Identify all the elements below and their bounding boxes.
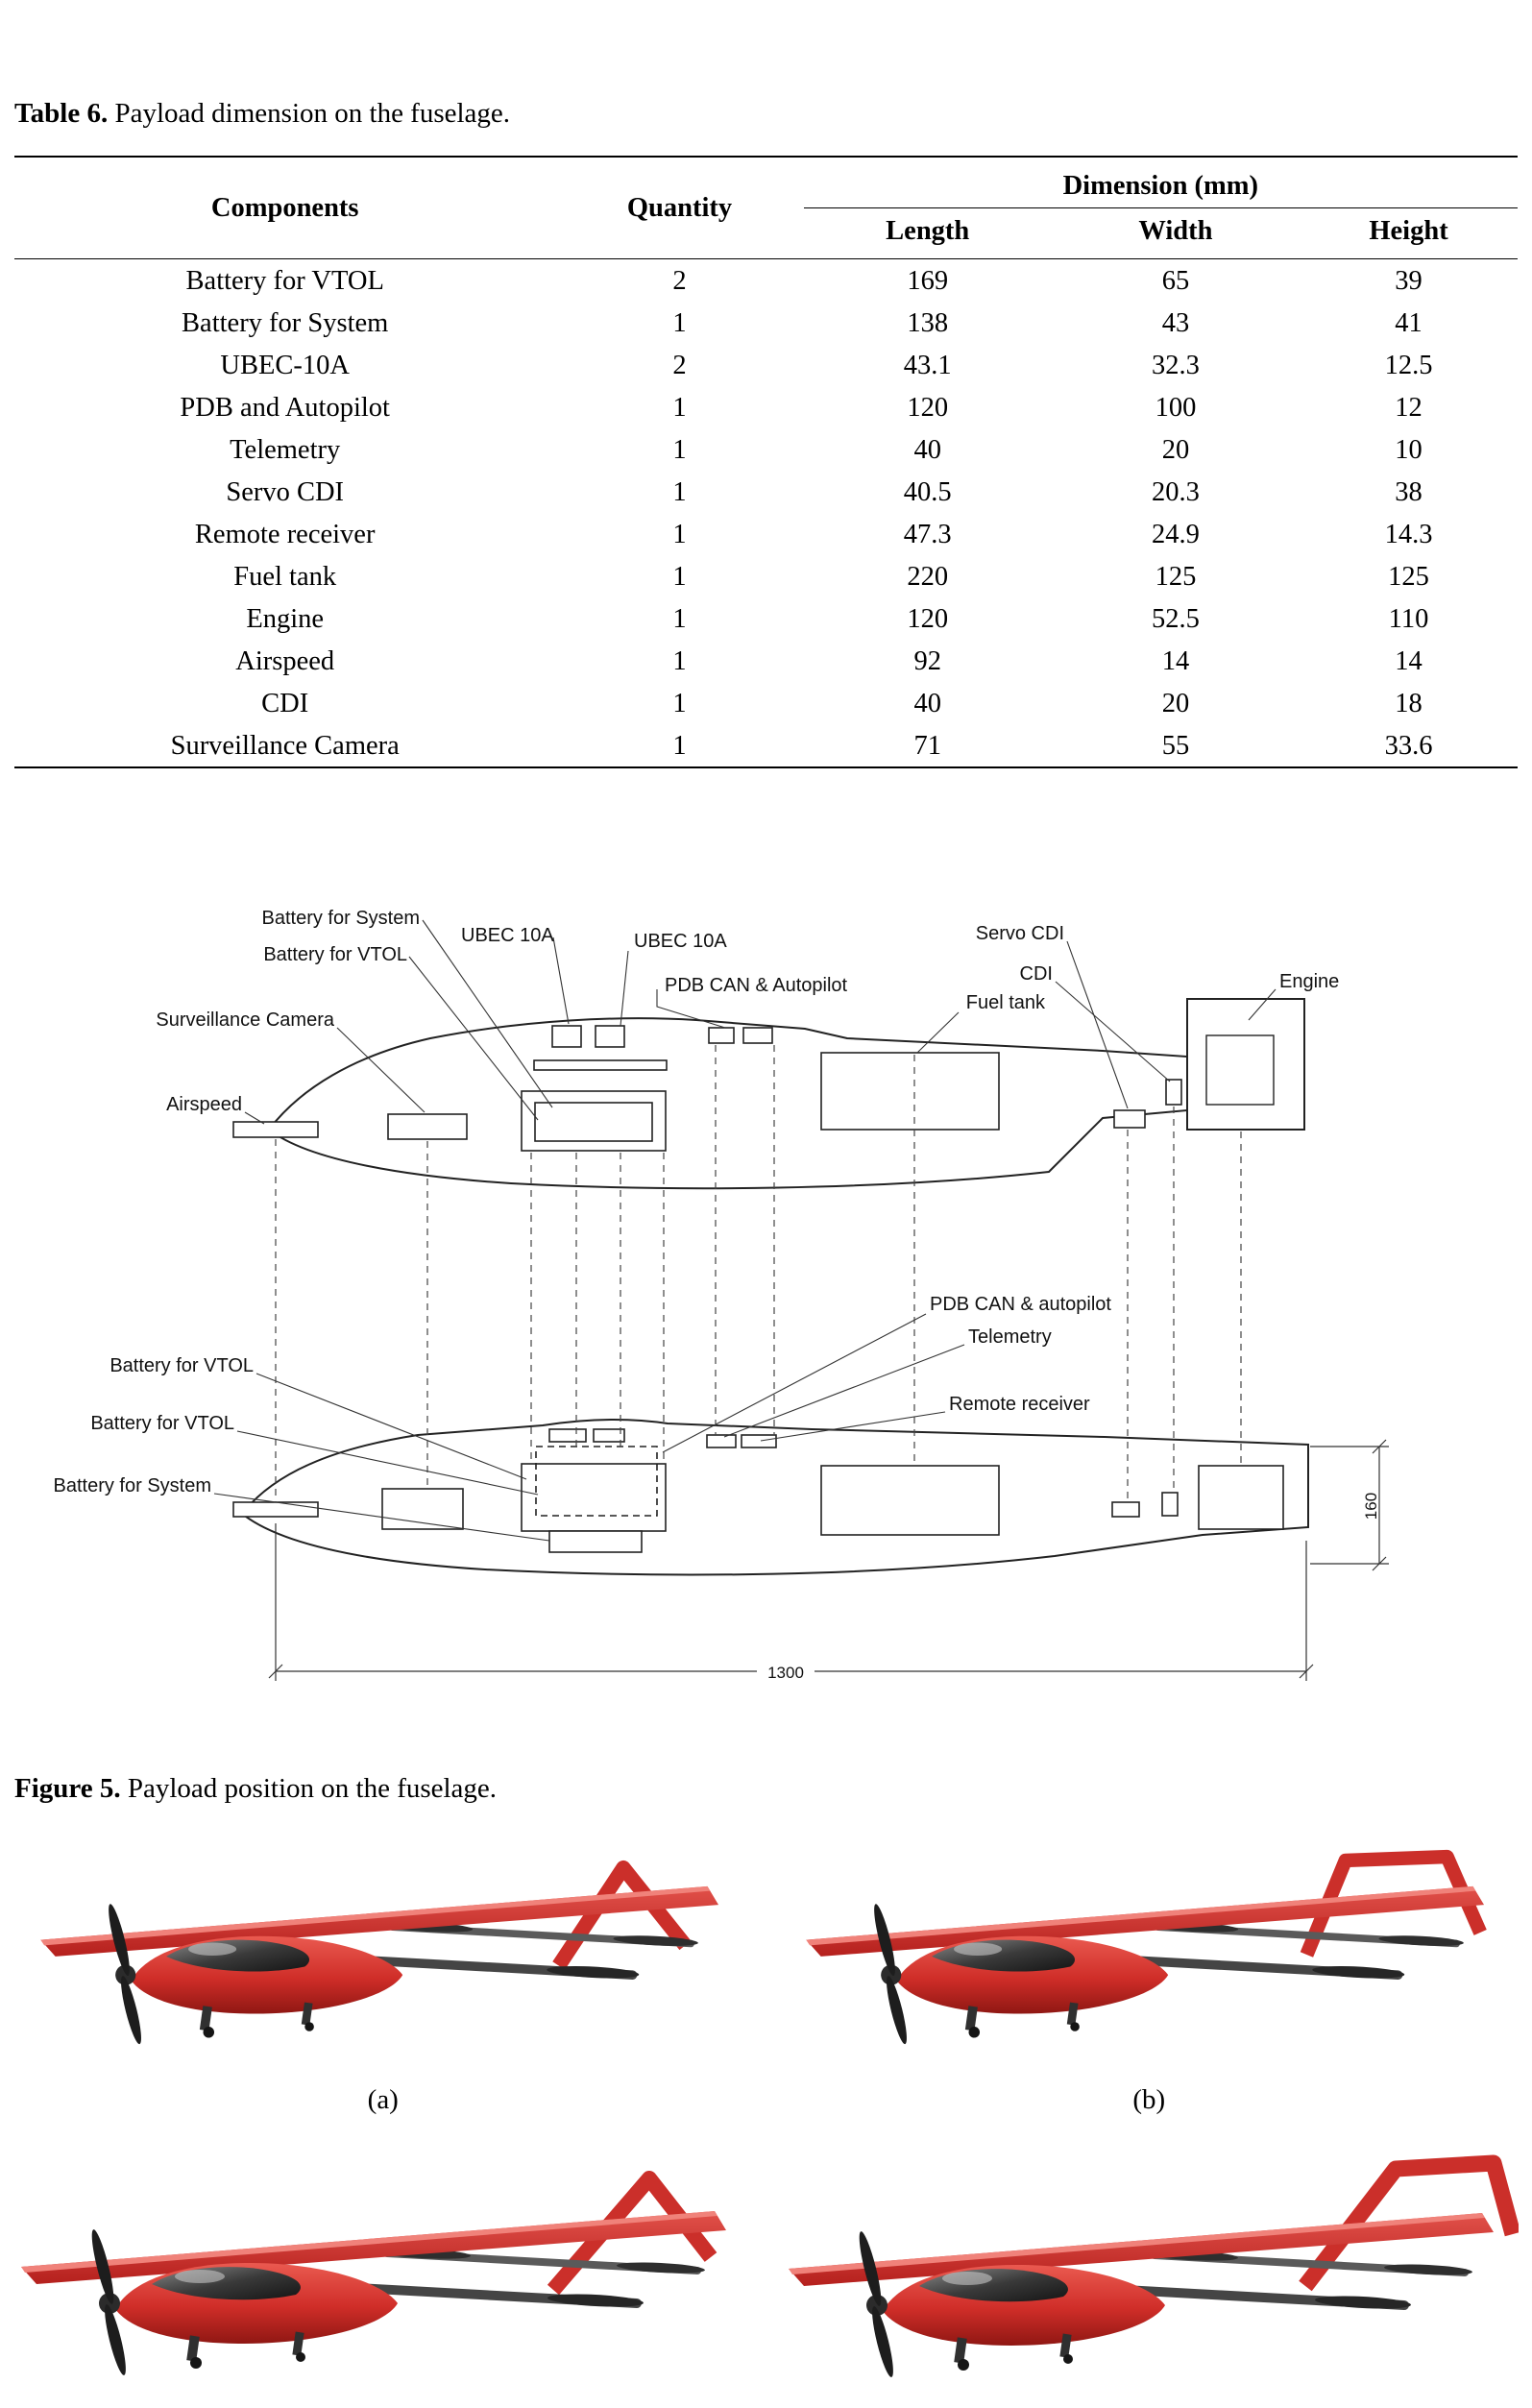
- col-header-quantity: Quantity: [626, 193, 733, 223]
- receiver-rect-side: [742, 1435, 776, 1447]
- fuselage-technical-drawing: [0, 891, 1532, 1737]
- table-row: [14, 640, 1518, 682]
- label-cdi: CDI: [1019, 963, 1053, 985]
- label-engine: Engine: [1279, 971, 1340, 992]
- table-row: [14, 344, 1518, 386]
- battery-bar-top: [534, 1060, 667, 1070]
- cell-quantity: 2: [672, 265, 687, 296]
- fuel-tank-rect-side: [821, 1466, 999, 1535]
- cell-width: 20: [1161, 688, 1190, 718]
- label-battery-vtol-top: Battery for VTOL: [263, 944, 407, 965]
- ubec-rect-side-1: [549, 1429, 586, 1442]
- airspeed-rect-side: [233, 1502, 318, 1517]
- cell-width: 20: [1161, 434, 1190, 465]
- table-row: [14, 386, 1518, 428]
- cell-height: 12: [1395, 392, 1423, 423]
- cell-width: 52.5: [1152, 603, 1200, 634]
- cell-height: 14: [1395, 645, 1423, 676]
- label-pdb-bottom: PDB CAN & autopilot: [930, 1294, 1111, 1315]
- tail-inverted-v: [558, 1868, 685, 1966]
- cell-length: 92: [913, 645, 941, 676]
- fuel-tank-rect-top: [821, 1053, 999, 1130]
- cell-component: CDI: [261, 688, 309, 718]
- uav-render-c: [0, 2152, 766, 2401]
- uav-render-d-image: [779, 2152, 1519, 2401]
- col-header-dimension-group: Dimension (mm): [804, 157, 1518, 208]
- cell-height: 18: [1395, 688, 1423, 718]
- table-row: [14, 302, 1518, 344]
- figure-caption: [14, 1771, 1518, 1806]
- label-pdb-top: PDB CAN & Autopilot: [665, 975, 848, 996]
- cell-width: 100: [1155, 392, 1197, 423]
- cell-width: 32.3: [1152, 350, 1200, 380]
- cell-quantity: 2: [672, 350, 687, 380]
- cell-quantity: 1: [672, 603, 687, 634]
- table-row: [14, 597, 1518, 640]
- label-battery-system-b: Battery for System: [53, 1475, 211, 1496]
- cell-component: Servo CDI: [226, 476, 345, 507]
- cell-length: 120: [907, 603, 949, 634]
- telemetry-rect-side: [707, 1435, 736, 1447]
- table-row: [14, 724, 1518, 767]
- figure-caption-label: Figure 5.: [14, 1773, 121, 1804]
- table-row: [14, 513, 1518, 555]
- ubec-right-rect: [596, 1026, 624, 1047]
- pdb-rect-1: [709, 1028, 734, 1043]
- col-header-height: Height: [1369, 216, 1448, 246]
- cell-component: PDB and Autopilot: [180, 392, 390, 423]
- col-header-components: Components: [210, 193, 359, 223]
- ubec-left-rect: [552, 1026, 581, 1047]
- uav-render-b: [766, 1835, 1532, 2075]
- cell-length: 120: [907, 392, 949, 423]
- cell-quantity: 1: [672, 434, 687, 465]
- ubec-rect-side-2: [594, 1429, 624, 1442]
- engine-top-rect: [1187, 999, 1304, 1130]
- cell-height: 10: [1395, 434, 1423, 465]
- cell-component: Remote receiver: [194, 519, 376, 549]
- battery-outer-rect-side: [522, 1464, 666, 1531]
- pdb-rect-2: [743, 1028, 772, 1043]
- label-ubec-left: UBEC 10A: [461, 925, 554, 946]
- subfigure-labels: [0, 2075, 1532, 2127]
- airspeed-rect-top: [233, 1122, 318, 1137]
- subfigure-label-a: (a): [367, 2084, 399, 2115]
- table-row: [14, 555, 1518, 597]
- col-header-width: Width: [1138, 216, 1213, 246]
- table-caption-label: Table 6.: [14, 98, 109, 129]
- figure-labels: [54, 908, 1381, 1682]
- cell-component: Battery for System: [182, 307, 389, 338]
- cell-height: 12.5: [1384, 350, 1433, 380]
- camera-rect: [388, 1114, 467, 1139]
- col-header-length: Length: [886, 216, 970, 246]
- cell-quantity: 1: [672, 561, 687, 592]
- table-row: [14, 428, 1518, 471]
- cell-component: Surveillance Camera: [170, 730, 400, 761]
- cell-length: 71: [913, 730, 941, 761]
- cell-length: 220: [907, 561, 949, 592]
- cell-height: 39: [1395, 265, 1423, 296]
- uav-render-b-image: [779, 1835, 1519, 2075]
- fuselage-top-view: [269, 999, 1304, 1188]
- cell-length: 40.5: [903, 476, 952, 507]
- cell-height: 38: [1395, 476, 1423, 507]
- top-view-components: [233, 1026, 1181, 1151]
- engine-top-inner: [1206, 1035, 1274, 1105]
- label-battery-system-top: Battery for System: [261, 908, 420, 929]
- uav-renders-row1: [0, 1835, 1532, 2075]
- label-battery-vtol-b2: Battery for VTOL: [90, 1413, 234, 1434]
- table-caption: [14, 0, 1518, 131]
- cdi-rect-side: [1162, 1493, 1178, 1516]
- cell-width: 55: [1161, 730, 1190, 761]
- label-remote-receiver: Remote receiver: [949, 1394, 1090, 1415]
- cell-height: 14.3: [1384, 519, 1433, 549]
- dim-length-text: 1300: [767, 1664, 804, 1682]
- cell-width: 43: [1161, 307, 1190, 338]
- cell-length: 47.3: [903, 519, 952, 549]
- cell-length: 40: [913, 434, 941, 465]
- cell-component: Fuel tank: [233, 561, 337, 592]
- uav-render-d: [766, 2152, 1532, 2401]
- cell-length: 169: [907, 265, 949, 296]
- servo-cdi-rect: [1114, 1110, 1145, 1128]
- dim-height-text: 160: [1362, 1492, 1380, 1520]
- cell-width: 20.3: [1152, 476, 1200, 507]
- cell-height: 41: [1395, 307, 1423, 338]
- label-fuel-tank: Fuel tank: [965, 992, 1045, 1013]
- figure5-drawing-area: [0, 891, 1532, 1737]
- battery-lower-rect-side: [549, 1531, 642, 1552]
- cell-length: 138: [907, 307, 949, 338]
- cell-component: Airspeed: [235, 645, 335, 676]
- label-airspeed: Airspeed: [166, 1094, 242, 1115]
- battery-inner-rect-top: [535, 1103, 652, 1141]
- figure-caption-text: Payload position on the fuselage.: [127, 1773, 498, 1804]
- cell-quantity: 1: [672, 307, 687, 338]
- cell-quantity: 1: [672, 688, 687, 718]
- cell-component: Telemetry: [230, 434, 341, 465]
- engine-rect-side: [1199, 1466, 1283, 1529]
- cdi-rect: [1166, 1080, 1181, 1105]
- subfigure-label-b: (b): [1132, 2084, 1166, 2115]
- table-row: [14, 259, 1518, 303]
- uav-render-a-image: [13, 1835, 753, 2075]
- cell-length: 43.1: [903, 350, 952, 380]
- cell-quantity: 1: [672, 645, 687, 676]
- servo-cdi-rect-side: [1112, 1502, 1139, 1517]
- uav-renders-row2: [0, 2152, 1532, 2401]
- uav-render-c-image: [13, 2152, 753, 2401]
- table-row: [14, 682, 1518, 724]
- label-servo-cdi: Servo CDI: [975, 923, 1064, 944]
- cell-height: 33.6: [1384, 730, 1433, 761]
- uav-render-a: [0, 1835, 766, 2075]
- cell-width: 125: [1155, 561, 1197, 592]
- label-ubec-right: UBEC 10A: [634, 931, 727, 952]
- table-row: [14, 471, 1518, 513]
- cell-component: Battery for VTOL: [185, 265, 384, 296]
- cell-quantity: 1: [672, 519, 687, 549]
- cell-quantity: 1: [672, 476, 687, 507]
- cell-component: UBEC-10A: [220, 350, 350, 380]
- cell-width: 65: [1161, 265, 1190, 296]
- side-view-components: [233, 1429, 1283, 1552]
- payload-dimension-table: [14, 156, 1518, 768]
- table-caption-text: Payload dimension on the fuselage.: [114, 98, 511, 129]
- cell-length: 40: [913, 688, 941, 718]
- cell-height: 110: [1388, 603, 1429, 634]
- cell-quantity: 1: [672, 392, 687, 423]
- cell-component: Engine: [246, 603, 325, 634]
- label-battery-vtol-b1: Battery for VTOL: [109, 1355, 254, 1376]
- cell-width: 24.9: [1152, 519, 1200, 549]
- label-telemetry: Telemetry: [968, 1326, 1052, 1348]
- cell-width: 14: [1161, 645, 1190, 676]
- cell-height: 125: [1388, 561, 1429, 592]
- cell-quantity: 1: [672, 730, 687, 761]
- label-surveillance-camera: Surveillance Camera: [156, 1009, 334, 1031]
